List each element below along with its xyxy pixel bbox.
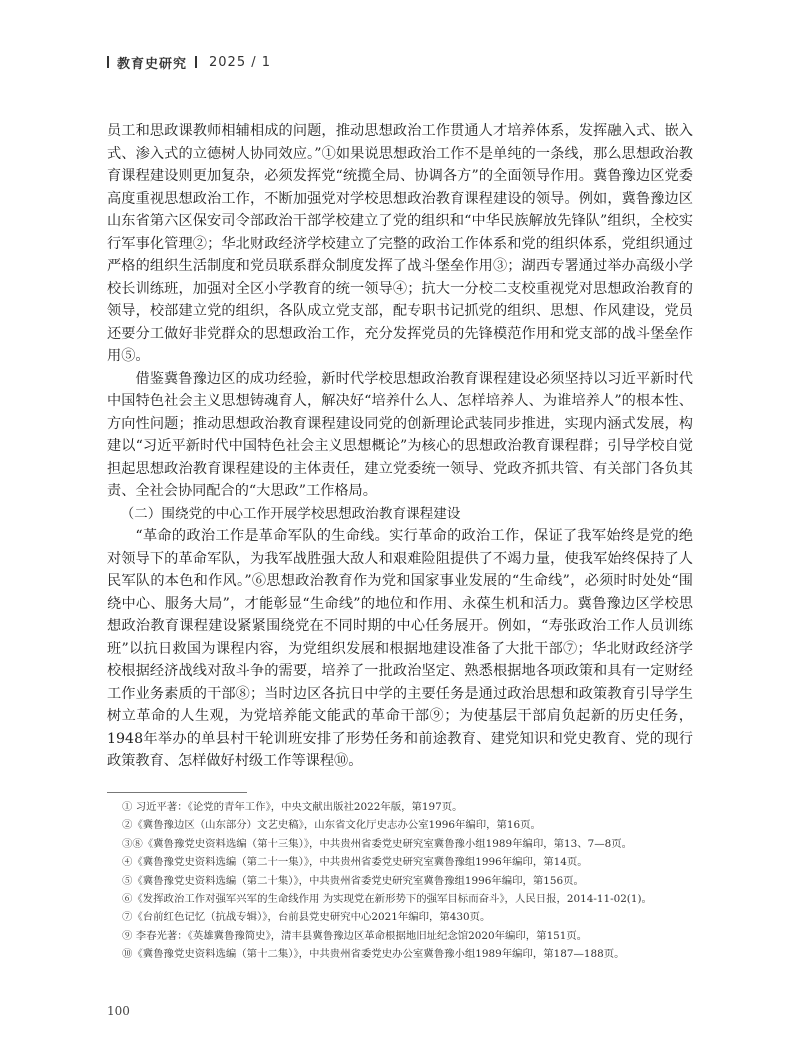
paragraph-3: “革命的政治工作是革命军队的生命线。实行革命的政治工作，保证了我军始终是党的绝对领导下的革命军队，为我军战胜强大敌人和艰难险阻提供了不竭力量，使我军始终保持了人民军队的本色和作风。”⑥思想政治教育作为党和国家事业发展的“生命线”，必须时时处处“围绕中心、服务大局”，才能彰显“生命线”的地位和作用、永葆生机和活力。冀鲁豫边区学校思想政治教育课程建设紧紧围绕党在不同时期的中心任务展开。例如，“寿张政治工作人员训练班”以抗日救国为课程内容，为党组织发展和根据地建设准备了大批干部⑦；华北财政经济学校根据经济战线对敌斗争的需要，培养了一批政治坚定、熟悉根据地各项政策和具有一定财经工作业务素质的干部⑧；当时边区各抗日中学的主要任务是通过政治思想和政策教育引导学生树立革命的人生观，为党培养能文能武的革命干部⑨；为使基层干部肩负起新的历史任务，1948年举办的单县村干轮训班安排了形势任务和前途教育、建党知识和党史教育、党的现行政策教育、怎样做好村级工作等课程⑩。 (107, 528, 693, 769)
footnote-4: ④《冀鲁豫党史资料选编（第二十一集）》，中共贵州省委党史研究室冀鲁豫组1996年编印，第14页。 (122, 856, 588, 869)
footnote-10: ⑩《冀鲁豫党史资料选编（第十二集）》，中共贵州省委党史办公室冀鲁豫小组1989年编印，第187—188页。 (122, 948, 625, 961)
footnote-3-8: ③⑧《冀鲁豫党史资料选编（第十三集）》，中共贵州省委党史研究室冀鲁豫小组1989年编印，第13、7—8页。 (122, 837, 633, 850)
footnote-5: ⑤《冀鲁豫党史资料选编（第二十集）》，中共贵州省委党史研究室冀鲁豫组1996年编印，第156页。 (122, 874, 584, 887)
footnote-7: ⑦《台前红色记忆（抗战专辑）》，台前县党史研究中心2021年编印，第430页。 (122, 911, 491, 924)
section-heading: （二）围绕党的中心工作开展学校思想政治教育课程建设 (120, 505, 461, 522)
journal-title: 教育史研究 (117, 56, 188, 72)
issue-number: 2025 / 1 (209, 54, 272, 70)
footnotes (122, 798, 697, 964)
paragraph-2: 借鉴冀鲁豫边区的成功经验，新时代学校思想政治教育课程建设必须坚持以习近平新时代中国特色社会主义思想铸魂育人，解决好“培养什么人、怎样培养人、为谁培养人”的根本性、方向性问题；推动思想政治教育课程建设同党的创新理论武装同步推进，实现内涵式发展，构建以“习近平新时代中国特色社会主义思想概论”为核心的思想政治教育课程群；引导学校自觉担起思想政治教育课程建设的主体责任，建立党委统一领导、党政齐抓共管、有关部门各负其责、全社会协同配合的“大思政”工作格局。 (107, 370, 693, 499)
running-header (107, 52, 271, 72)
footnote-2: ②《冀鲁豫边区（山东部分）文艺史稿》，山东省文化厅史志办公室1996年编印，第16页。 (122, 819, 541, 832)
footnote-divider (107, 792, 247, 793)
article-body (107, 120, 693, 773)
paragraph-1: 员工和思政课教师相辅相成的问题，推动思想政治工作贯通人才培养体系，发挥融入式、嵌入式、渗入式的立德树人协同效应。”①如果说思想政治工作不是单纯的一条线，那么思想政治教育课程建设则更加复杂，必须发挥党“统揽全局、协调各方”的全面领导作用。冀鲁豫边区党委高度重视思想政治工作，不断加强党对学校思想政治教育课程建设的领导。例如，冀鲁豫边区山东省第六区保安司令部政治干部学校建立了党的组织和“中华民族解放先锋队”组织，全校实行军事化管理②；华北财政经济学校建立了完整的政治工作体系和党的组织体系，党组织通过严格的组织生活制度和党员联系群众制度发挥了战斗堡垒作用③；湖西专署通过举办高级小学校长训练班，加强对全区小学教育的统一领导④；抗大一分校二支校重视党对思想政治教育的领导，校部建立党的组织，各队成立党支部，配专职书记抓党的组织、思想、作风建设，党员还要分工做好非党群众的思想政治工作，充分发挥党员的先锋模范作用和党支部的战斗堡垒作用⑤。 (107, 123, 693, 364)
footnote-6: ⑥《发挥政治工作对强军兴军的生命线作用 为实现党在新形势下的强军目标而奋斗》，人民日报，2014-11-02(1)。 (122, 893, 652, 906)
footnote-1: ① 习近平著：《论党的青年工作》，中央文献出版社2022年版，第197页。 (122, 801, 463, 813)
header-bar-left (107, 56, 109, 68)
footnote-9: ⑨ 李春光著：《英雄冀鲁豫简史》，清丰县冀鲁豫边区革命根据地旧址纪念馆2020年编印，第151页。 (122, 929, 588, 942)
page-number: 100 (107, 1004, 130, 1018)
header-bar-right (195, 56, 197, 68)
